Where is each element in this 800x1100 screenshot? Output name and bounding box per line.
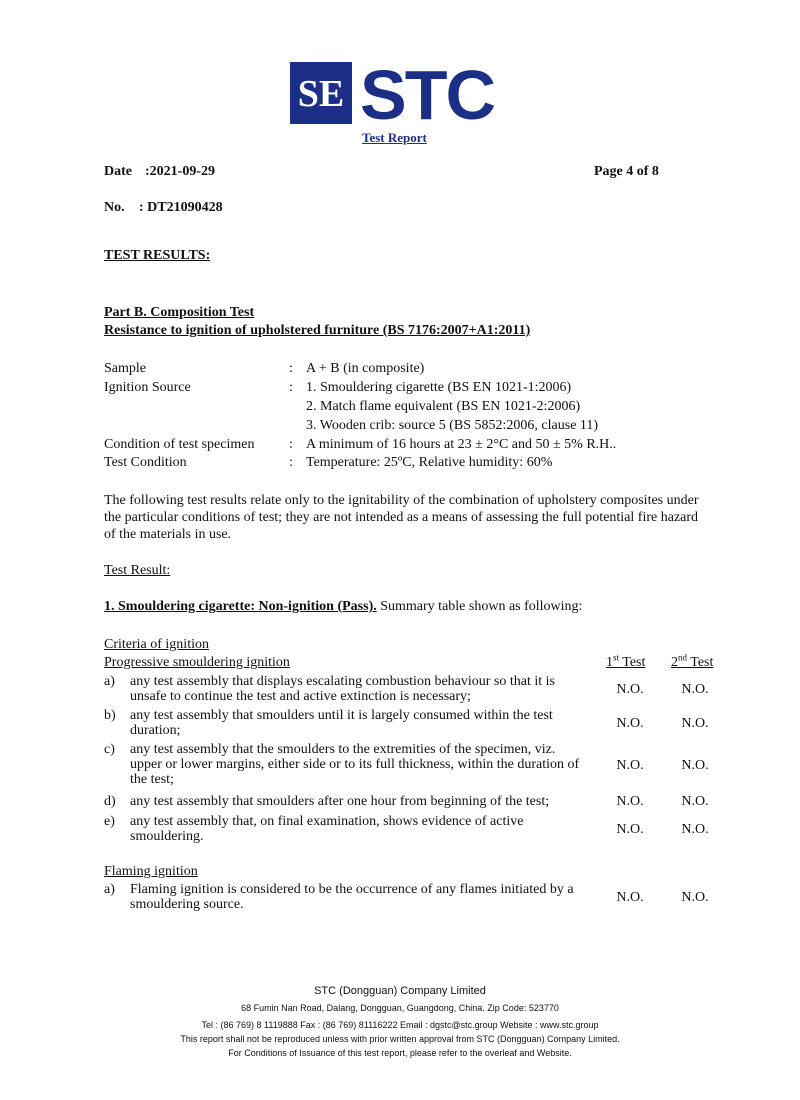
criteria-letter: b)	[104, 708, 116, 723]
result-heading-bold: 1. Smouldering cigarette: Non-ignition (Pass).	[104, 599, 377, 614]
criteria-text-c: any test assembly that the smoulders to the extremities of the specimen, viz. upper or lower margins, either side or to its full thickness, within the duration of the test;	[130, 742, 580, 787]
criteria-letter: a)	[104, 674, 115, 689]
detail-label-sample: Sample	[104, 361, 146, 376]
criteria-text-b: any test assembly that smoulders until it is largely consumed within the test duration;	[130, 708, 553, 738]
note-line-2: the particular conditions of test; they are not intended as a means of assessing the full potential fire hazard	[104, 510, 699, 525]
stc-logo	[290, 62, 516, 124]
result-2nd: N.O.	[681, 890, 709, 905]
result-1st: N.O.	[616, 758, 644, 773]
report-no-label: No.	[104, 200, 125, 215]
detail-colon: :	[289, 361, 293, 376]
result-1st: N.O.	[616, 716, 644, 731]
result-heading-rest: Summary table shown as following:	[376, 599, 583, 614]
part-subtitle: Resistance to ignition of upholstered furniture (BS 7176:2007+A1:2011)	[104, 323, 531, 338]
criteria-letter: c)	[104, 742, 115, 757]
criteria-text-e: any test assembly that, on final examination, shows evidence of active smouldering.	[130, 814, 524, 844]
detail-value-test-condition: Temperature: 25ºC, Relative humidity: 60%	[306, 455, 553, 470]
detail-label-ignition-source: Ignition Source	[104, 380, 191, 395]
result-2nd: N.O.	[681, 822, 709, 837]
note-line-3: of the materials in use.	[104, 527, 232, 542]
footer-company: STC (Dongguan) Company Limited	[314, 985, 486, 997]
criteria-letter: a)	[104, 882, 115, 897]
detail-value-condition: A minimum of 16 hours at 23 ± 2°C and 50 ± 5% R.H..	[306, 437, 617, 452]
report-no-value: : DT21090428	[139, 200, 223, 215]
part-title: Part B. Composition Test	[104, 305, 255, 320]
detail-colon: :	[289, 380, 293, 395]
note-line-1: The following test results relate only to the ignitability of the combination of upholstery composites under	[104, 493, 699, 508]
criteria-letter: e)	[104, 814, 115, 829]
col-header-2nd-test: 2nd Test	[671, 652, 714, 670]
col-header-1st-test: 1st Test	[606, 652, 646, 670]
section-title: TEST RESULTS:	[104, 248, 211, 263]
criteria-text-a: any test assembly that displays escalating combustion behaviour so that it is unsafe to continue the test and active extinction is necessary;	[130, 674, 555, 704]
result-1st: N.O.	[616, 794, 644, 809]
result-1st: N.O.	[616, 890, 644, 905]
result-heading	[104, 599, 582, 615]
result-2nd: N.O.	[681, 716, 709, 731]
test-result-label: Test Result:	[104, 563, 171, 578]
result-2nd: N.O.	[681, 794, 709, 809]
footer-disclaimer: This report shall not be reproduced unless with prior written approval from STC (Dongguan) Company Limited.	[180, 1034, 620, 1044]
footer-conditions: For Conditions of Issuance of this test report, please refer to the overleaf and Website.	[228, 1048, 572, 1058]
date-label: Date	[104, 164, 132, 179]
detail-value-ignition-1: 1. Smouldering cigarette (BS EN 1021-1:2006)	[306, 380, 572, 395]
detail-label-condition: Condition of test specimen	[104, 437, 255, 452]
page-number: Page 4 of 8	[594, 164, 659, 179]
criteria-title: Criteria of ignition	[104, 637, 209, 652]
footer-address: 68 Fumin Nan Road, Dalang, Dongguan, Guangdong, China. Zip Code: 523770	[241, 1003, 559, 1013]
logo-brand: STC	[360, 62, 494, 124]
result-2nd: N.O.	[681, 758, 709, 773]
logo-mark: SE	[297, 73, 345, 115]
result-1st: N.O.	[616, 822, 644, 837]
detail-colon: :	[289, 437, 293, 452]
footer-contact: Tel : (86 769) 8 1119888 Fax : (86 769) 81116222 Email : dgstc@stc.group Website : www.stc.group	[201, 1020, 599, 1030]
detail-value-ignition-3: 3. Wooden crib: source 5 (BS 5852:2006, clause 11)	[306, 418, 599, 433]
criteria-letter: d)	[104, 794, 116, 809]
detail-label-test-condition: Test Condition	[104, 455, 187, 470]
detail-colon: :	[289, 455, 293, 470]
detail-value-sample: A + B (in composite)	[306, 361, 425, 376]
progressive-title: Progressive smouldering ignition	[104, 655, 290, 670]
report-title: Test Report	[362, 130, 427, 145]
detail-value-ignition-2: 2. Match flame equivalent (BS EN 1021-2:2006)	[306, 399, 581, 414]
date-value: :2021-09-29	[145, 164, 215, 179]
result-1st: N.O.	[616, 682, 644, 697]
flaming-text-a: Flaming ignition is considered to be the occurrence of any flames initiated by a smouldering source.	[130, 882, 574, 912]
result-2nd: N.O.	[681, 682, 709, 697]
flaming-title: Flaming ignition	[104, 864, 198, 879]
criteria-text-d: any test assembly that smoulders after one hour from beginning of the test;	[130, 794, 550, 809]
